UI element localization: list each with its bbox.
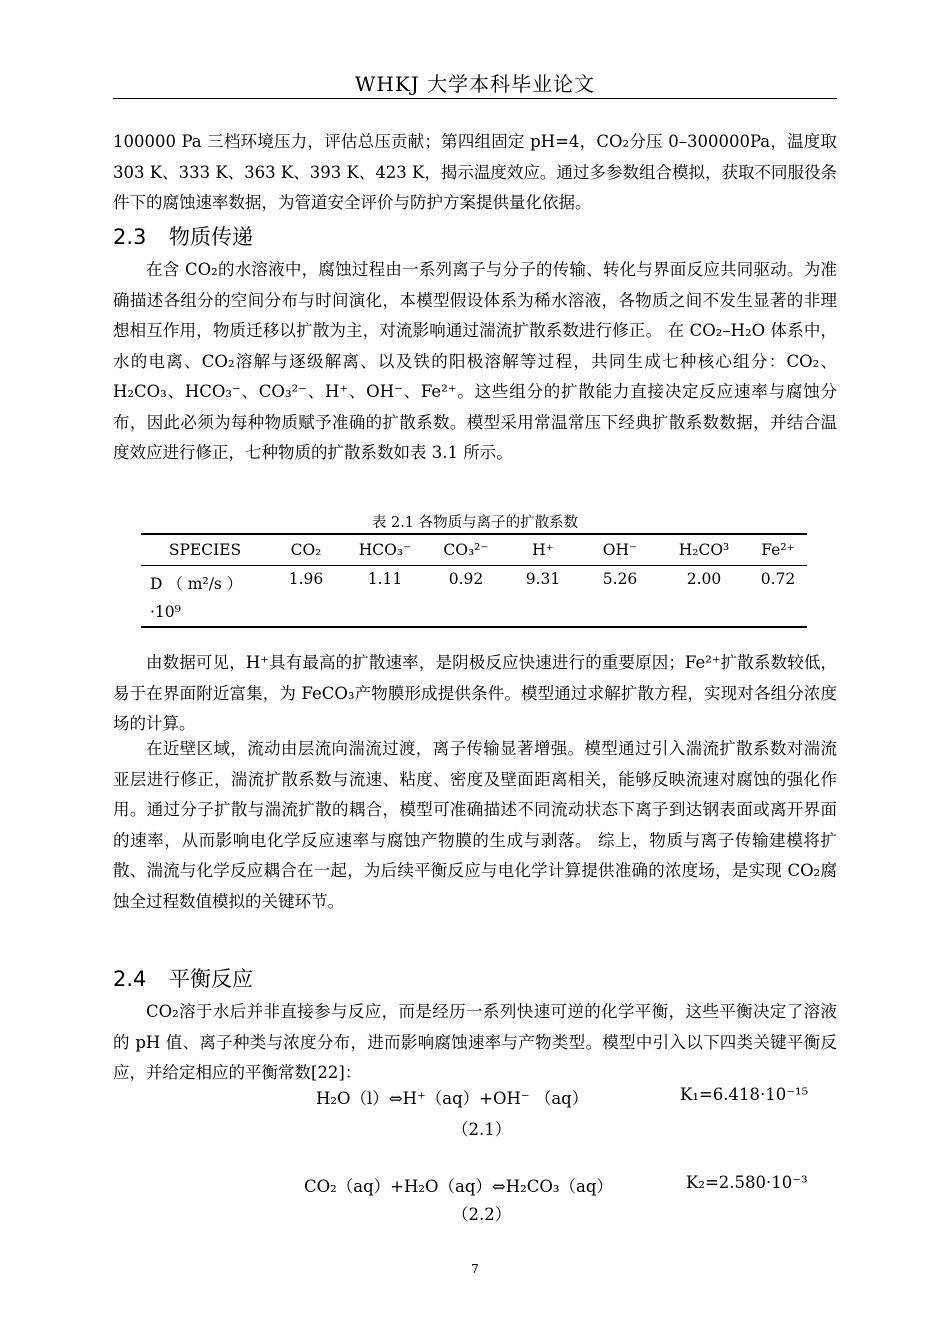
mass-transfer-paragraph: 在含 CO₂的水溶液中，腐蚀过程由一系列离子与分子的传输、转化与界面反应共同驱动。为准确描述各组分的空间分布与时间演化，本模型假设体系为稀水溶液，各物质之间不发生显著的非理想相互作用，物质迁移以扩散为主，对流影响通过湍流扩散系数进行修正。 在 CO₂–H₂O 体系中，水的电离、CO₂溶解与逐级解离、以及铁的阳极溶解等过程，共同生成七种核心组分：CO₂、H₂CO₃、HCO₃⁻、CO₃²⁻、H⁺、OH⁻、Fe²⁺。这些组分的扩散能力直接决定反应速率与腐蚀分布，因此必须为每种物质赋予准确的扩散系数。模型采用常温常压下经典扩散系数数据，并结合温度效应进行修正，七种物质的扩散系数如表 3.1 所示。 bbox=[113, 260, 837, 462]
equilibrium-constant: K₂=2.580·10⁻³ bbox=[686, 1173, 808, 1192]
equation-number: （2.2） bbox=[452, 1205, 512, 1224]
row-label bbox=[141, 566, 269, 628]
table-cell: 2.00 bbox=[659, 566, 749, 628]
intro-paragraph: 100000 Pa 三档环境压力，评估总压贡献；第四组固定 pH=4，CO₂分压 0–300000Pa，温度取 303 K、333 K、363 K、393 K、423 K，揭示温度效应。通过多参数组合模拟，获取不同服役条件下的腐蚀速率数据，为管道安全评价与防护方案提供量化依据。 bbox=[113, 132, 837, 212]
equilibrium-paragraph: CO₂溶于水后并非直接参与反应，而是经历一系列快速可逆的化学平衡，这些平衡决定了溶液的 pH 值、离子种类与浓度分布，进而影响腐蚀速率与产物类型。模型中引入以下四类关键平衡反应，并给定相应的平衡常数[22]： bbox=[113, 1002, 837, 1082]
species-header: SPECIES bbox=[141, 534, 269, 566]
diffusion-coefficient-table bbox=[141, 533, 807, 628]
data-analysis-paragraph: 由数据可见，H⁺具有最高的扩散速率，是阴极反应快速进行的重要原因；Fe²⁺扩散系数较低，易于在界面附近富集，为 FeCO₃产物膜形成提供条件。模型通过求解扩散方程，实现对各组分浓度场的计算。 bbox=[113, 653, 837, 733]
column-header: CO₂ bbox=[269, 534, 343, 566]
equation-expression: CO₂（aq）+H₂O（aq）⇔H₂CO₃（aq） bbox=[304, 1177, 613, 1196]
table-cell: 1.11 bbox=[343, 566, 427, 628]
table-cell: 1.96 bbox=[269, 566, 343, 628]
section-title: 物质传递 bbox=[169, 225, 253, 249]
column-header: H₂CO³ bbox=[659, 534, 749, 566]
table-cell: 5.26 bbox=[581, 566, 659, 628]
row-label-scale: ·10⁹ bbox=[150, 603, 181, 621]
table-caption: 表 2.1 各物质与离子的扩散系数 bbox=[371, 515, 579, 531]
column-header: OH⁻ bbox=[581, 534, 659, 566]
table-cell: 9.31 bbox=[505, 566, 581, 628]
section-heading-2-3 bbox=[113, 221, 253, 251]
section-number: 2.3 bbox=[113, 225, 147, 249]
turbulence-paragraph: 在近壁区域，流动由层流向湍流过渡，离子传输显著增强。模型通过引入湍流扩散系数对湍流亚层进行修正，湍流扩散系数与流速、粘度、密度及壁面距离相关，能够反映流速对腐蚀的强化作用。通过分子扩散与湍流扩散的耦合，模型可准确描述不同流动状态下离子到达钢表面或离开界面的速率，从而影响电化学反应速率与腐蚀产物膜的生成与剥落。 综上，物质与离子传输建模将扩散、湍流与化学反应耦合在一起，为后续平衡反应与电化学计算提供准确的浓度场，是实现 CO₂腐蚀全过程数值模拟的关键环节。 bbox=[113, 739, 837, 911]
column-header: CO₃²⁻ bbox=[427, 534, 505, 566]
section-number: 2.4 bbox=[113, 967, 147, 991]
column-header: H⁺ bbox=[505, 534, 581, 566]
table-cell: 0.92 bbox=[427, 566, 505, 628]
table-row bbox=[141, 566, 807, 628]
page-header: WHKJ 大学本科毕业论文 bbox=[354, 72, 596, 96]
page-number: 7 bbox=[471, 1262, 479, 1276]
column-header: Fe²⁺ bbox=[749, 534, 807, 566]
equilibrium-constant: K₁=6.418·10⁻¹⁵ bbox=[680, 1085, 809, 1104]
column-header: HCO₃⁻ bbox=[343, 534, 427, 566]
section-heading-2-4 bbox=[113, 963, 253, 993]
table-header-row bbox=[141, 534, 807, 566]
table-cell: 0.72 bbox=[749, 566, 807, 628]
equation-number: （2.1） bbox=[452, 1120, 512, 1139]
row-label-unit: D （ m²/s ） bbox=[150, 575, 243, 593]
section-title: 平衡反应 bbox=[169, 967, 253, 991]
equation-expression: H₂O（l）⇔H⁺（aq）+OH⁻ （aq） bbox=[316, 1089, 589, 1108]
header-rule bbox=[113, 98, 837, 99]
